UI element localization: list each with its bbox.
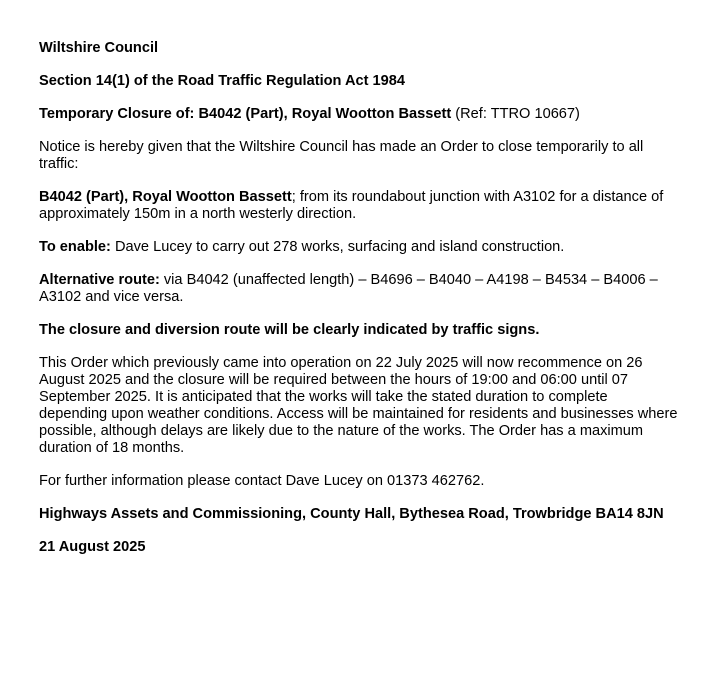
signs-statement: The closure and diversion route will be clearly indicated by traffic signs. bbox=[39, 322, 540, 338]
alternative-route-text: via B4042 (unaffected length) – B4696 – B4040 – A4198 – B4534 – B4006 – A3102 and vice versa. bbox=[39, 272, 658, 305]
road-extent: ; from its roundabout junction with A3102 for a distance of approximately 150m in a north westerly direction. bbox=[39, 189, 664, 222]
notice-statement: Notice is hereby given that the Wiltshire Council has made an Order to close temporarily to all traffic: bbox=[39, 139, 644, 172]
road-description bbox=[39, 189, 679, 223]
alternative-route bbox=[39, 272, 679, 306]
notice-date: 21 August 2025 bbox=[39, 539, 146, 555]
alternative-route-label: Alternative route: bbox=[39, 272, 160, 288]
council-name: Wiltshire Council bbox=[39, 40, 159, 56]
road-name: B4042 (Part), Royal Wootton Bassett bbox=[39, 189, 292, 205]
order-details: This Order which previously came into operation on 22 July 2025 will now recommence on 26 August 2025 and the closure will be required between the hours of 19:00 and 06:00 until 07 September 2025. It is anticipated that the works will take the stated duration to complete depending upon weather conditions. Access will be maintained for residents and businesses where possible, although delays are likely due to the nature of the works. The Order has a maximum duration of 18 months. bbox=[39, 355, 678, 456]
closure-ref: (Ref: TTRO 10667) bbox=[451, 106, 580, 122]
enable-text: Dave Lucey to carry out 278 works, surfacing and island construction. bbox=[110, 239, 565, 255]
closure-heading bbox=[39, 106, 679, 123]
closure-title: Temporary Closure of: B4042 (Part), Royal Wootton Bassett bbox=[39, 106, 452, 122]
enable-label: To enable: bbox=[39, 239, 111, 255]
office-address: Highways Assets and Commissioning, County Hall, Bythesea Road, Trowbridge BA14 8JN bbox=[39, 506, 664, 522]
act-section: Section 14(1) of the Road Traffic Regulation Act 1984 bbox=[39, 73, 405, 89]
contact-info: For further information please contact Dave Lucey on 01373 462762. bbox=[39, 473, 485, 489]
enable-paragraph bbox=[39, 239, 679, 256]
